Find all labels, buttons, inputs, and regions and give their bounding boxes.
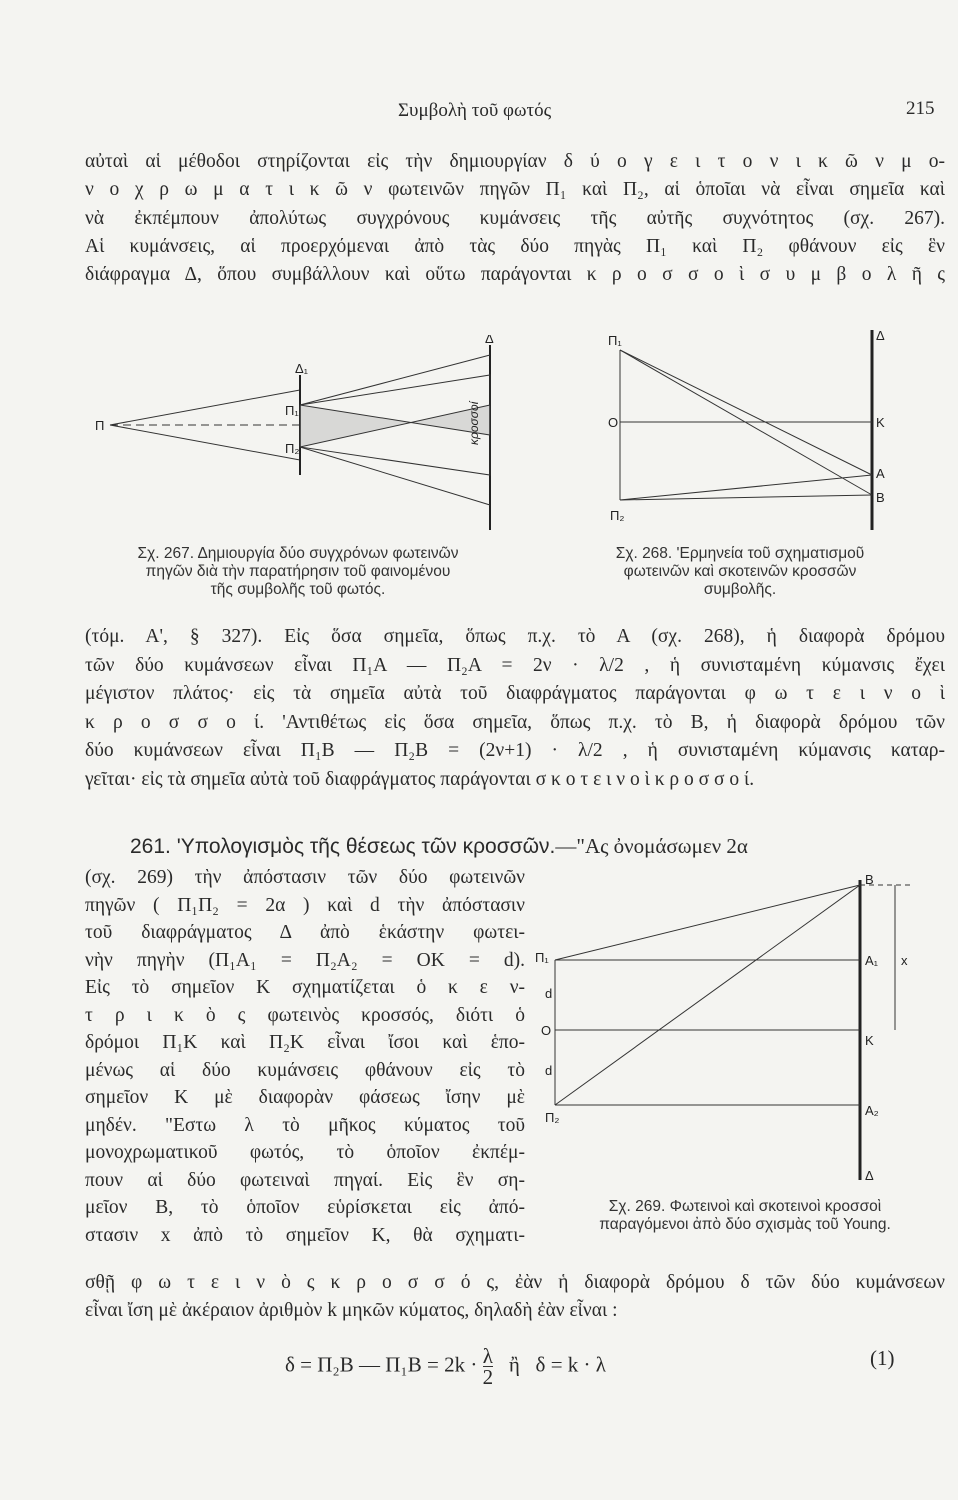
caption-line: Σχ. 268. 'Ερμηνεία τοῦ σχηματισμοῦ	[615, 545, 865, 562]
label-d-bottom: d	[545, 1063, 553, 1078]
label-p1: Π₁	[608, 333, 622, 348]
fraction-numerator: λ	[482, 1344, 493, 1368]
caption-line: Σχ. 267. Δημιουργία δύο συγχρόνων φωτεινῶν	[137, 545, 459, 562]
text-line: διάφραγμα Δ, ὅπου συμβάλλουν καὶ οὕτω παράγονται κ ρ ο σ σ ο ὶ σ υ μ β ο λ ῆ ς	[85, 264, 945, 286]
caption-line: Σχ. 269. Φωτεινοὶ καὶ σκοτεινοὶ κροσσοὶ	[608, 1198, 882, 1215]
text-line: πηγῶν ( Π₁Π₂ = 2α ) καὶ d τὴν ἀπόστασιν	[85, 894, 525, 916]
text-line: ν ο χ ρ ω μ α τ ι κ ῶ ν φωτεινῶν πηγῶν Π₁ καὶ Π₂, αἱ ὁποῖαι νὰ εἶναι σημεῖα καὶ	[85, 179, 945, 201]
label-b: B	[876, 490, 885, 505]
caption-line: πηγῶν διὰ τὴν παρατήρησιν τοῦ φαινομένου	[145, 563, 451, 580]
label-p2: Π₂	[545, 1110, 560, 1125]
label-o: O	[541, 1023, 552, 1038]
label-d-top: d	[545, 986, 553, 1001]
equation-lhs: δ = Π₂Β — Π₁Β = 2k ·	[285, 1352, 483, 1377]
text-line: νὴν πηγὴν (Π₁Α₁ = Π₂Α₂ = ΟΚ = d).	[85, 949, 525, 971]
text-line: (σχ. 269) τὴν ἀπόστασιν τῶν δύο φωτεινῶν	[85, 867, 525, 888]
text-line: μεῖον Β, τὸ ὁποῖον εὑρίσκεται εἰς ἀπό-	[85, 1197, 525, 1218]
section-heading-rest: —"Ας ὀνομάσωμεν 2α	[555, 834, 748, 858]
text-line: γεῖται· εἰς τὰ σημεῖα αὐτὰ τοῦ διαφράγματος παράγονται σ κ ο τ ε ι ν ο ὶ κ ρ ο σ σ ο ί.	[85, 768, 755, 790]
text-line: τοῦ διαφράγματος Δ ἀπὸ ἑκάστην φωτει-	[85, 922, 525, 943]
text-line: εἶναι ἴση μὲ ἀκέραιον ἀριθμὸν k μηκῶν κύματος, δηλαδὴ ἐὰν εἶναι :	[85, 1300, 618, 1321]
label-p1: Π₁	[535, 950, 549, 965]
label-a2: A₂	[865, 1103, 879, 1118]
equation-alt: ἢ δ = k · λ	[498, 1352, 606, 1377]
figure-269-diagram	[535, 870, 925, 1190]
label-o: O	[608, 415, 619, 430]
label-x: x	[901, 953, 908, 968]
figure-269-caption	[550, 1198, 940, 1234]
text-line: Αἱ κυμάνσεις, αἱ προερχόμεναι ἀπὸ τὰς δύο πηγὰς Π₁ καὶ Π₂ φθάνουν εἰς ἓν	[85, 235, 945, 257]
text-line: δρόμοι Π₁Κ καὶ Π₂Κ εἶναι ἴσοι καὶ ἑπο-	[85, 1032, 525, 1053]
section-heading	[130, 834, 945, 859]
equation-fraction	[483, 1346, 494, 1387]
label-screen: Δ	[865, 1168, 874, 1183]
label-screen: Δ	[485, 335, 494, 346]
text-line: μέγιστον πλάτος· εἰς τὰ σημεῖα αὐτὰ τοῦ διαφράγματος παράγονται φ ω τ ε ι ν ο ὶ	[85, 683, 945, 704]
text-line: τ ρ ι κ ὸ ς φωτεινὸς κροσσός, διότι ὁ	[85, 1004, 525, 1026]
label-p2: Π₂	[285, 441, 300, 456]
label-b: B	[865, 872, 874, 887]
text-line: μονοχρωματικοῦ φωτός, τὸ ὁποῖον ἐκπέμ-	[85, 1142, 525, 1163]
label-a1: A₁	[865, 953, 879, 968]
text-line: στασιν x ἀπὸ τὸ σημεῖον Κ, θὰ σχηματι-	[85, 1224, 525, 1246]
label-k: K	[876, 415, 885, 430]
text-line: σημεῖον Κ μὲ διαφορὰν φάσεως ἴσην μὲ	[85, 1087, 525, 1108]
page-number: 215	[906, 98, 935, 119]
label-screen: Δ	[876, 330, 885, 343]
label-source: Π	[95, 418, 105, 433]
text-line: Εἰς τὸ σημεῖον Κ σχηματίζεται ὁ κ ε ν-	[85, 977, 525, 998]
label-fringes: κροσσοί	[467, 401, 481, 445]
caption-line: τῆς συμβολῆς τοῦ φωτός.	[210, 581, 386, 598]
figure-268-caption	[575, 545, 905, 599]
label-d1: Δ₁	[295, 361, 309, 376]
caption-line: φωτεινῶν καὶ σκοτεινῶν κροσσῶν	[623, 563, 857, 580]
caption-line: παραγόμενοι ἀπὸ δύο σχισμὰς τοῦ Young.	[599, 1216, 891, 1233]
figure-268-diagram	[600, 330, 920, 530]
text-line: νὰ ἐκπέμπουν ἀπολύτως συγχρόνους κυμάνσεις τῆς αὐτῆς συχνότητος (σχ. 267).	[85, 207, 945, 229]
equation-number: (1)	[870, 1346, 895, 1370]
text-line: δύο κυμάνσεων εἶναι Π₁Β — Π₂Β = (2ν+1) · λ/2 , ἡ συνισταμένη κύμανσις καταρ-	[85, 740, 945, 761]
text-line: αὐταὶ αἱ μέθοδοι στηρίζονται εἰς τὴν δημιουργίαν δ ύ ο γ ε ι τ ο ν ι κ ῶ ν μ ο-	[85, 151, 945, 172]
label-p2: Π₂	[610, 508, 625, 523]
running-title: Συμβολὴ τοῦ φωτός	[398, 100, 552, 121]
label-k: K	[865, 1033, 874, 1048]
figure-267-diagram	[90, 335, 510, 535]
text-line: σθῇ φ ω τ ε ι ν ὸ ς κ ρ ο σ σ ό ς, ἐὰν ἡ διαφορὰ δρόμου δ τῶν δύο κυμάνσεων	[85, 1272, 945, 1293]
label-p1: Π₁	[285, 403, 299, 418]
fraction-denominator: 2	[482, 1365, 494, 1389]
text-line: κ ρ ο σ σ ο ί. 'Αντιθέτως εἰς ὅσα σημεῖα, ὅπως π.χ. τὸ Β, ἡ διαφορὰ δρόμου τῶν	[85, 711, 945, 733]
label-a: A	[876, 466, 885, 481]
figure-267-caption	[88, 545, 508, 599]
text-line: πουν αἱ δύο φωτειναὶ πηγαί. Εἰς ἓν ση-	[85, 1169, 525, 1191]
equation-1	[285, 1346, 606, 1387]
text-line: (τόμ. Α', § 327). Εἰς ὅσα σημεῖα, ὅπως π.χ. τὸ Α (σχ. 268), ἡ διαφορὰ δρόμου	[85, 626, 945, 647]
text-line: μένως αἱ δύο κυμάνσεις φθάνουν εἰς τὸ	[85, 1059, 525, 1081]
text-line: τῶν δύο κυμάνσεων εἶναι Π₁Α — Π₂Α = 2ν · λ/2 , ἡ συνισταμένη κύμανσις ἔχει	[85, 654, 945, 676]
caption-line: συμβολῆς.	[703, 581, 777, 598]
section-title: 261. 'Υπολογισμὸς τῆς θέσεως τῶν κροσσῶν.	[130, 835, 556, 858]
text-line: μηδέν. "Εστω λ τὸ μῆκος κύματος τοῦ	[85, 1114, 525, 1136]
